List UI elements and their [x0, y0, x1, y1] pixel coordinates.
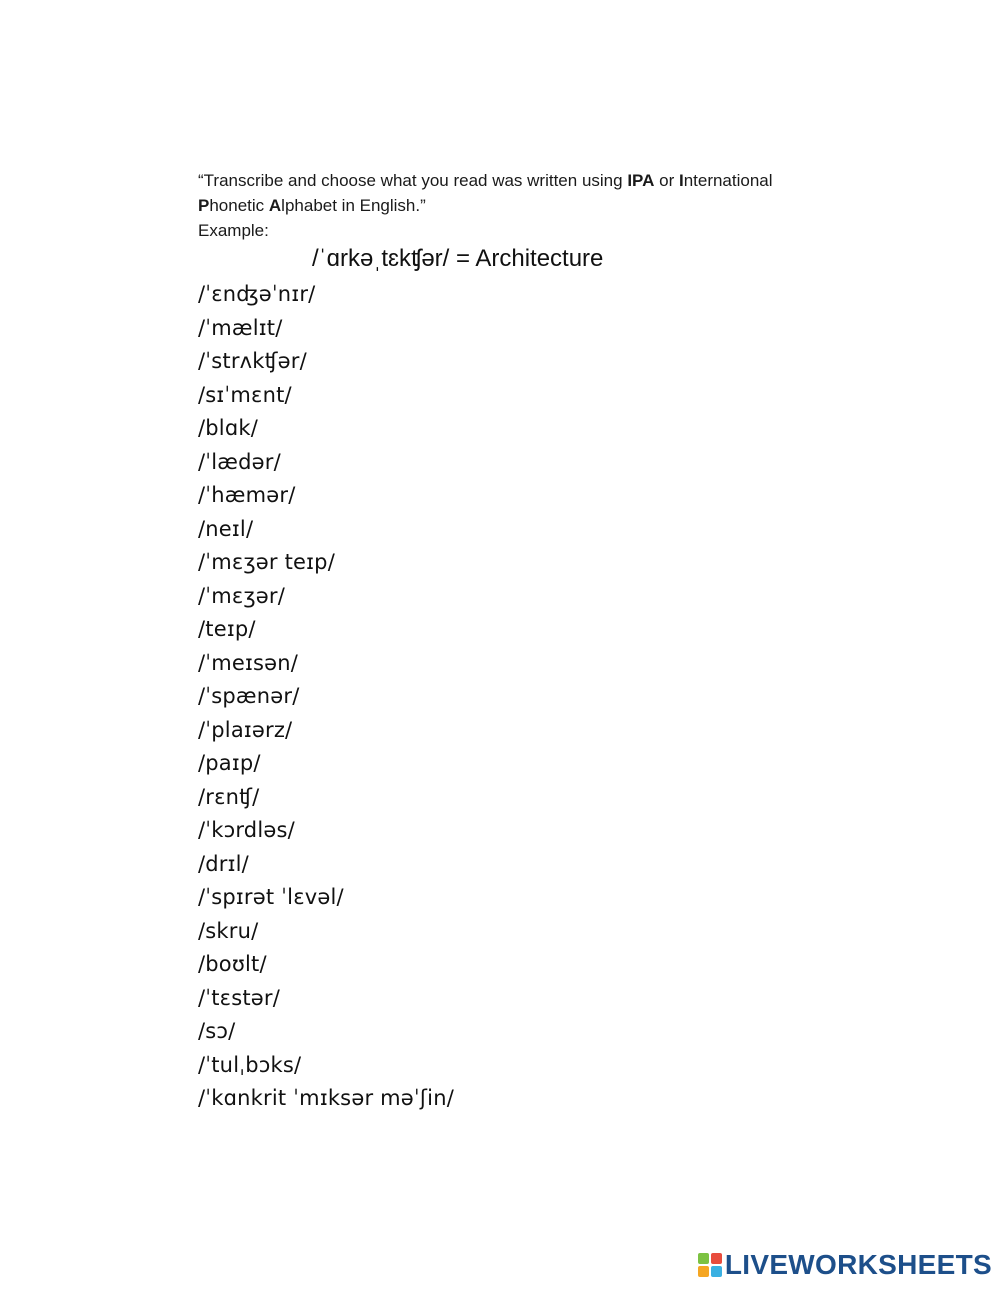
list-item: /blɑk/ — [198, 416, 259, 440]
list-item: /boʊlt/ — [198, 952, 267, 976]
list-item: /ˈkɑnkrit ˈmɪksər məˈʃin/ — [198, 1086, 454, 1110]
list-item: /sɪˈmɛnt/ — [198, 382, 292, 407]
transcription-list — [198, 278, 454, 1116]
list-item: /teɪp/ — [198, 617, 256, 641]
instructions-a: A — [268, 196, 282, 215]
example-transcription: /ˈɑrkəˌtɛkʧər/ = Architecture — [312, 245, 604, 272]
list-item: /ˈmeɪsən/ — [198, 650, 299, 675]
instructions-part4: honetic — [209, 196, 269, 215]
list-item: /drɪl/ — [198, 851, 249, 876]
list-item: /ˈspænər/ — [198, 684, 300, 708]
instructions-part5: lphabet in English.” — [281, 196, 426, 215]
list-item: /ˈmælɪt/ — [198, 315, 283, 340]
list-item: /sɔ/ — [198, 1019, 236, 1043]
list-item: /neɪl/ — [198, 516, 254, 541]
logo-square-4 — [711, 1253, 722, 1264]
list-item: /paɪp/ — [198, 751, 261, 775]
logo-square-3 — [711, 1266, 722, 1277]
instructions-ipa: IPA — [627, 171, 655, 190]
list-item: /ˈspɪrət ˈlɛvəl/ — [198, 885, 344, 909]
liveworksheets-logo — [698, 1249, 992, 1281]
list-item: /ˈkɔrdləs/ — [198, 818, 295, 842]
instructions-part3: nternational — [683, 171, 773, 190]
list-item: /skru/ — [198, 918, 259, 943]
instructions-text — [198, 168, 898, 218]
instructions-p: P — [198, 196, 210, 215]
instructions-part1: “Transcribe and choose what you read was written using — [198, 171, 628, 190]
list-item: /ˈɛnʤəˈnɪr/ — [198, 282, 316, 306]
list-item: /ˈmɛʒər teɪp/ — [198, 550, 335, 574]
list-item: /ˈstrʌkʧər/ — [198, 349, 307, 373]
liveworksheets-logo-icon — [698, 1253, 722, 1277]
logo-square-1 — [698, 1266, 709, 1277]
list-item: /ˈhæmər/ — [198, 483, 296, 507]
logo-text: LIVEWORKSHEETS — [724, 1249, 992, 1280]
logo-square-2 — [698, 1253, 709, 1264]
instructions-part2: or — [654, 171, 679, 190]
list-item: /ˈplaɪərz/ — [198, 717, 293, 742]
list-item: /ˈtulˌbɔks/ — [198, 1052, 302, 1077]
list-item: /ˈmɛʒər/ — [198, 583, 286, 608]
list-item: /ˈtɛstər/ — [198, 985, 281, 1010]
list-item: /rɛnʧ/ — [198, 784, 260, 809]
list-item: /ˈlædər/ — [198, 449, 281, 474]
example-label: Example: — [198, 221, 269, 240]
instructions-i: I — [678, 171, 684, 190]
